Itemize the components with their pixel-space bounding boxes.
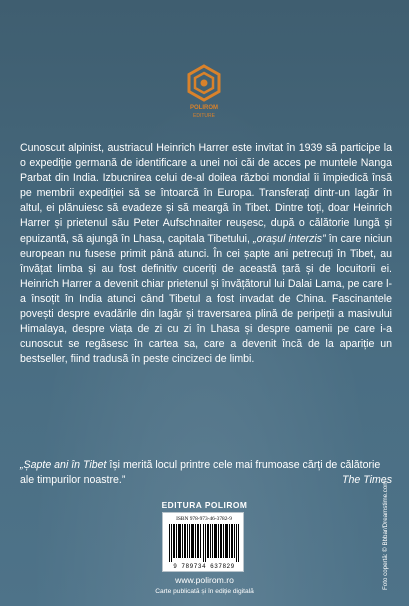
barcode: [162, 512, 244, 572]
publisher-website: www.polirom.ro: [175, 575, 234, 585]
publisher-name: EDITURA POLIROM: [161, 500, 248, 510]
book-description: [20, 141, 392, 367]
quote-book-title: „Șapte ani în Tibet: [20, 459, 107, 471]
digital-edition-note: Carte publicată și în ediție digitală: [155, 588, 254, 595]
ean-digits: 9 789734 637829: [173, 563, 235, 570]
photo-credit: Foto copertă: © Bbbar/Dreamstime.com: [382, 480, 389, 590]
blurb-text-1: Cunoscut alpinist, austriacul Heinrich Harrer este invitat în 1939 să participe la o expediție germană de identificare a unei noi căi de acces pe muntele Nanga Parbat din India. Izbucnirea celui de-al doilea război mondial îi împiedică însă pe membrii expediției să se întoarcă în Europa. Transferați dintr-un lagăr în altul, ei plănuiesc să evadeze și să meargă în Tibet. Dintre toți, doar Heinrich Harrer și prietenul său Peter Aufschnaiter reușesc, după o călătorie lungă și epuizantă, să ajungă în Lhasa, capitala Tibetului,: [20, 142, 392, 245]
blurb-italic-phrase: „orașul interzis”: [253, 232, 326, 245]
quote-text: își merită locul printre cele mai frumoase cărți de călătorie ale timpurilor noastre.”: [20, 459, 381, 487]
logo-name: POLIROM: [190, 105, 218, 111]
publisher-logo: [181, 64, 227, 122]
blurb-text-2: în care niciun european nu fusese primit până atunci. În cei șapte ani petrecuți în Tibet, au învățat limba și au fost definitiv cuceriți de această țară și de locuitorii ei. Heinrich Harrer a devenit chiar prietenul și învățătorul lui Dalai Lama, pe care l-a însoțit în India atunci când Tibetul a fost invadat de China. Fascinantele povești despre evadările din lagăr și traversarea plină de peripeții a masivului Himalaya, despre viața de zi cu zi în Lhasa și despre oamenii pe care i-a cunoscut se regăsesc în cartea sa, care a devenit încă de la apariție un bestseller, fiind tradusă în peste cincizeci de limbi.: [20, 232, 392, 366]
barcode-bars: [169, 524, 239, 562]
logo-series: EDITURE: [193, 113, 215, 119]
quote-source: The Times: [342, 474, 392, 486]
polirom-hexagon-logo-icon: [181, 64, 227, 122]
isbn-number: ISBN 978-973-46-3782-9: [176, 516, 232, 522]
